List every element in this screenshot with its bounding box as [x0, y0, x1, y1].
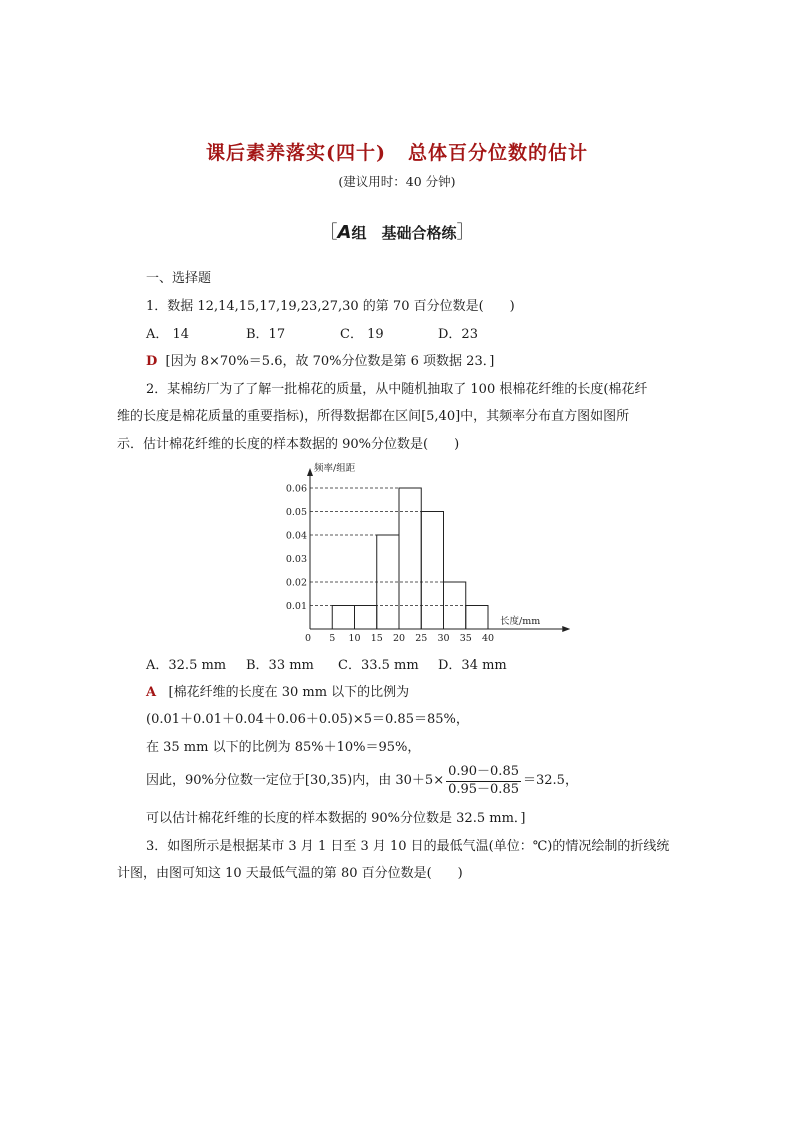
q3-stem-line1: 3．如图所示是根据某市 3 月 1 日至 3 月 10 日的最低气温(单位：℃)的情况绘制的折线统 — [146, 839, 670, 854]
fraction-denominator: 0.95－0.85 — [448, 781, 519, 797]
q1-answer-line — [146, 355, 494, 368]
q2-stem-line2: 维的长度是棉花质量的重要指标)，所得数据都在区间[5,40]中，其频率分布直方图如图所 — [117, 409, 630, 424]
origin-label: 0 — [304, 633, 312, 644]
title-part1: 课后素养落实(四十) — [206, 142, 386, 164]
q2-expl-line4-post: ＝32.5， — [523, 772, 578, 788]
histogram-bar — [332, 606, 354, 630]
suggested-time: (建议用时：40 分钟) — [338, 174, 456, 189]
x-tick-label: 20 — [392, 633, 406, 644]
x-axis-arrow — [562, 626, 570, 632]
group-heading: ［A组 基础合格练］ — [319, 222, 475, 243]
q2-stem-line3: 示．估计棉花纤维的长度的样本数据的 90%分位数是( ) — [117, 437, 460, 452]
y-tick-label: 0.01 — [285, 601, 307, 612]
title-part2: 总体百分位数的估计 — [407, 142, 588, 164]
q1-answer: D — [146, 354, 158, 369]
q2-answer-line — [146, 686, 409, 699]
q1-option-a: A． 14 — [146, 327, 190, 342]
x-tick-label: 35 — [459, 633, 472, 644]
page-title — [0, 138, 794, 165]
q1-option-d: D．23 — [438, 327, 478, 342]
y-axis-arrow — [307, 468, 313, 476]
q1-option-c: C． 19 — [340, 327, 384, 342]
x-tick-label: 30 — [437, 633, 450, 644]
q2-answer: A — [146, 685, 157, 700]
q2-expl-line2: (0.01＋0.01＋0.04＋0.06＋0.05)×5＝0.85＝85%， — [146, 712, 469, 727]
histogram-bar — [466, 606, 488, 630]
q2-option-a: A．32.5 mm — [146, 658, 227, 673]
q2-expl-line4-pre: 因此，90%分位数一定位于[30,35)内，由 30＋5× — [146, 772, 445, 788]
fraction-numerator: 0.90－0.85 — [446, 765, 521, 782]
y-tick-label: 0.04 — [285, 530, 307, 542]
q2-option-c: C．33.5 mm — [338, 658, 419, 673]
q2-stem-line1: 2．某棉纺厂为了了解一批棉花的质量，从中随机抽取了 100 根棉花纤维的长度(棉花纤 — [146, 382, 648, 397]
group-label: 组 基础合格练 — [351, 224, 457, 242]
q1-option-b: B．17 — [246, 327, 286, 342]
y-axis-label: 频率/组距 — [314, 463, 356, 474]
q2-expl-line1: [棉花纤维的长度在 30 mm 以下的比例为 — [168, 685, 410, 700]
q2-option-b: B．33 mm — [246, 658, 314, 673]
q2-expl-line5: 可以估计棉花纤维的长度的样本数据的 90%分位数是 32.5 mm．] — [146, 811, 526, 826]
histogram-bar — [421, 512, 443, 630]
histogram-bar — [355, 606, 377, 630]
x-tick-label: 15 — [370, 633, 383, 644]
histogram-chart — [280, 460, 570, 650]
q3-stem-line2: 计图，由图可知这 10 天最低气温的第 80 百分位数是( ) — [117, 866, 463, 881]
q2-fraction — [446, 765, 521, 798]
q2-option-d: D．34 mm — [438, 658, 507, 673]
x-tick-label: 5 — [329, 633, 336, 644]
group-letter: A — [337, 222, 352, 243]
x-tick-label: 40 — [481, 633, 495, 644]
histogram-bar — [399, 488, 421, 629]
y-tick-label: 0.06 — [285, 483, 307, 495]
q2-expl-line4 — [146, 765, 578, 798]
q1-explanation: [因为 8×70%＝5.6，故 70%分位数是第 6 项数据 23．] — [165, 354, 495, 369]
x-tick-label: 25 — [415, 633, 428, 644]
x-tick-label: 10 — [348, 633, 361, 644]
y-tick-label: 0.03 — [285, 554, 307, 565]
x-axis-label: 长度/mm — [500, 616, 541, 627]
q2-expl-line3: 在 35 mm 以下的比例为 85%＋10%＝95%， — [146, 740, 421, 755]
section-heading: 一、选择题 — [146, 271, 212, 286]
y-tick-label: 0.02 — [285, 577, 307, 589]
y-tick-label: 0.05 — [285, 507, 307, 518]
q1-stem: 1．数据 12,14,15,17,19,23,27,30 的第 70 百分位数是( ) — [146, 299, 515, 314]
